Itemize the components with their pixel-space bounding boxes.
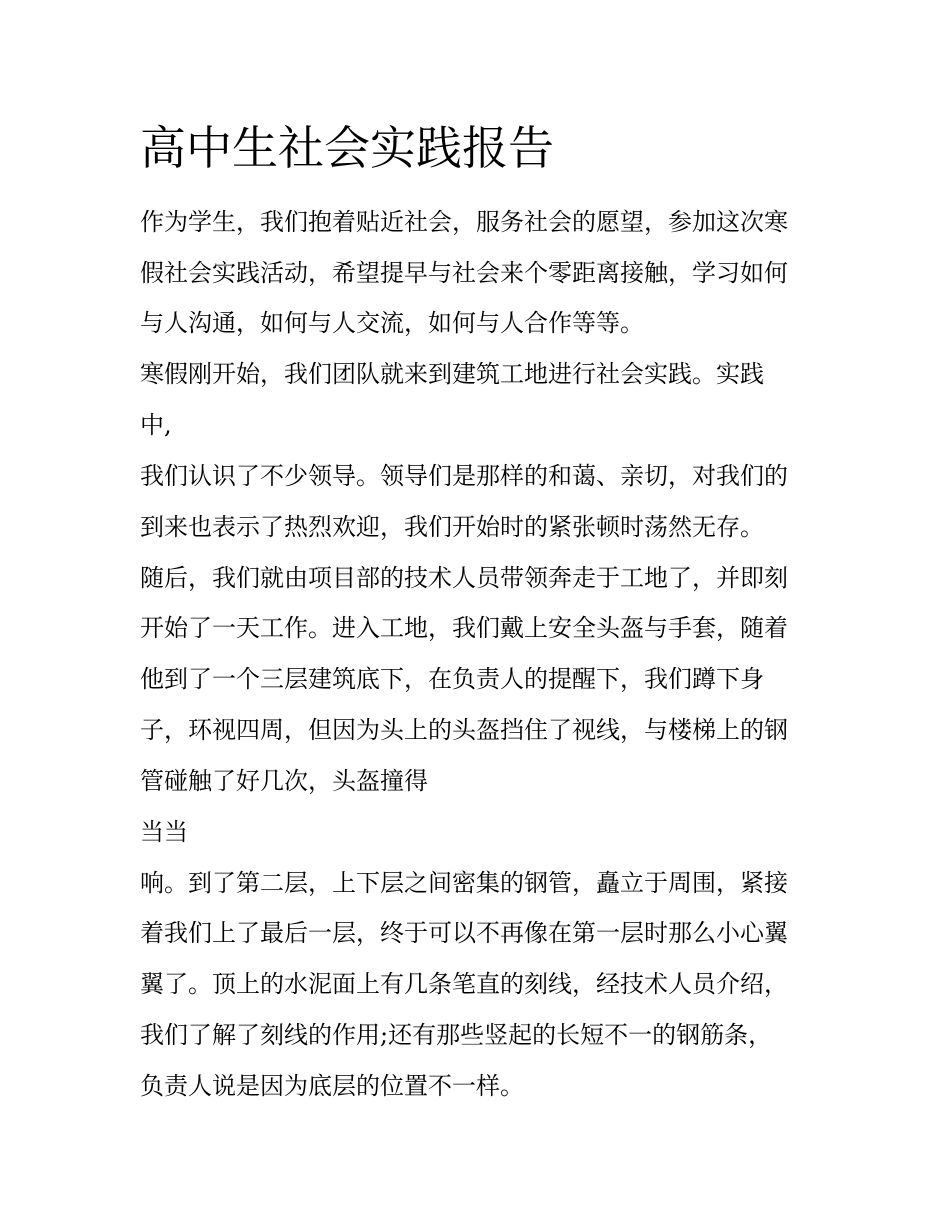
body-line: 当当 [140, 818, 188, 846]
body-line: 中, [140, 411, 172, 439]
body-line: 到来也表示了热烈欢迎，我们开始时的紧张顿时荡然无存。 [140, 513, 764, 541]
body-line: 假社会实践活动，希望提早与社会来个零距离接触，学习如何 [140, 259, 788, 287]
body-line: 翼了。顶上的水泥面上有几条笔直的刻线，经技术人员介绍， [140, 970, 788, 998]
body-line: 响。到了第二层，上下层之间密集的钢管，矗立于周围，紧接 [140, 869, 788, 897]
body-line: 着我们上了最后一层，终于可以不再像在第一层时那么小心翼 [140, 919, 788, 947]
body-line: 开始了一天工作。进入工地，我们戴上安全头盔与手套，随着 [140, 614, 788, 642]
body-line: 我们认识了不少领导。领导们是那样的和蔼、亲切，对我们的 [140, 462, 788, 490]
body-line: 管碰触了好几次，头盔撞得 [140, 767, 428, 795]
document-title: 高中生社会实践报告 [140, 121, 554, 175]
body-line: 他到了一个三层建筑底下，在负责人的提醒下，我们蹲下身 [140, 665, 764, 693]
body-line: 与人沟通，如何与人交流，如何与人合作等等。 [140, 309, 644, 337]
body-line: 寒假刚开始，我们团队就来到建筑工地进行社会实践。实践 [140, 360, 764, 388]
body-line: 负责人说是因为底层的位置不一样。 [140, 1072, 524, 1100]
body-line: 作为学生，我们抱着贴近社会，服务社会的愿望，参加这次寒 [140, 208, 788, 236]
body-line: 我们了解了刻线的作用;还有那些竖起的长短不一的钢筋条， [140, 1021, 773, 1049]
body-line: 随后，我们就由项目部的技术人员带领奔走于工地了，并即刻 [140, 564, 788, 592]
body-line: 子，环视四周，但因为头上的头盔挡住了视线，与楼梯上的钢 [140, 716, 788, 744]
